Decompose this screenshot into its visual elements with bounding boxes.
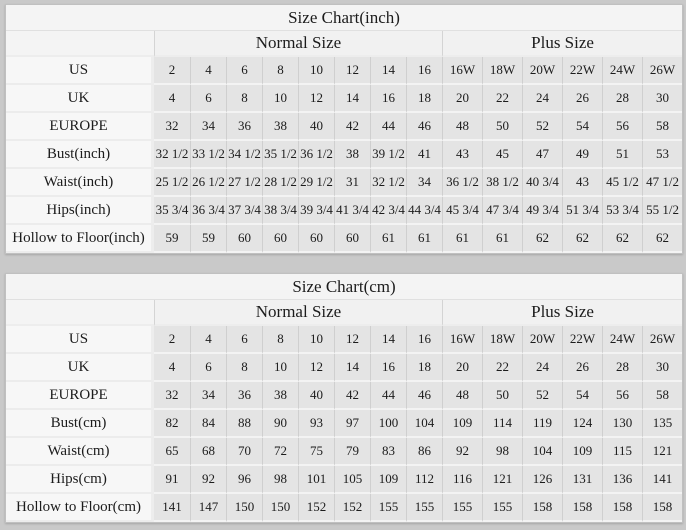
size-value-cell: 48 [442, 113, 482, 141]
size-value-cell: 52 [522, 113, 562, 141]
size-value-cell: 16W [442, 326, 482, 354]
size-value-cell: 42 [334, 113, 370, 141]
size-chart-cm-table [5, 273, 683, 523]
size-value-cell: 115 [602, 438, 642, 466]
table-row [6, 438, 682, 466]
size-value-cell: 46 [406, 382, 442, 410]
size-value-cell: 155 [370, 494, 406, 522]
size-value-cell: 45 [482, 141, 522, 169]
size-value-cell: 8 [226, 85, 262, 113]
size-value-cell: 34 [190, 113, 226, 141]
size-value-cell: 26 [562, 354, 602, 382]
size-value-cell: 91 [154, 466, 190, 494]
size-value-cell: 40 3/4 [522, 169, 562, 197]
row-label: US [6, 57, 154, 85]
size-value-cell: 98 [262, 466, 298, 494]
plus-size-header: Plus Size [442, 300, 682, 326]
size-value-cell: 28 [602, 354, 642, 382]
size-value-cell: 50 [482, 113, 522, 141]
size-value-cell: 8 [262, 326, 298, 354]
size-value-cell: 29 1/2 [298, 169, 334, 197]
size-value-cell: 52 [522, 382, 562, 410]
size-value-cell: 38 [262, 113, 298, 141]
size-value-cell: 62 [562, 225, 602, 253]
size-value-cell: 43 [562, 169, 602, 197]
size-value-cell: 72 [262, 438, 298, 466]
group-header-row [6, 31, 682, 57]
size-value-cell: 38 3/4 [262, 197, 298, 225]
size-value-cell: 147 [190, 494, 226, 522]
size-value-cell: 158 [602, 494, 642, 522]
size-value-cell: 38 [262, 382, 298, 410]
size-value-cell: 14 [334, 85, 370, 113]
size-value-cell: 45 3/4 [442, 197, 482, 225]
size-value-cell: 39 3/4 [298, 197, 334, 225]
size-value-cell: 46 [406, 113, 442, 141]
table-row [6, 410, 682, 438]
size-value-cell: 16 [406, 57, 442, 85]
size-value-cell: 47 [522, 141, 562, 169]
table-row [6, 197, 682, 225]
size-value-cell: 155 [482, 494, 522, 522]
table-row [6, 326, 682, 354]
table-row [6, 466, 682, 494]
size-value-cell: 158 [642, 494, 682, 522]
size-value-cell: 116 [442, 466, 482, 494]
size-value-cell: 62 [602, 225, 642, 253]
size-value-cell: 152 [298, 494, 334, 522]
size-value-cell: 32 1/2 [154, 141, 190, 169]
table-title: Size Chart(cm) [6, 274, 682, 300]
size-value-cell: 6 [226, 57, 262, 85]
row-label: Hips(inch) [6, 197, 154, 225]
size-value-cell: 26 1/2 [190, 169, 226, 197]
size-value-cell: 68 [190, 438, 226, 466]
size-value-cell: 36 1/2 [298, 141, 334, 169]
size-value-cell: 18W [482, 326, 522, 354]
size-value-cell: 6 [226, 326, 262, 354]
size-value-cell: 84 [190, 410, 226, 438]
size-value-cell: 32 [154, 382, 190, 410]
size-value-cell: 37 3/4 [226, 197, 262, 225]
size-value-cell: 158 [522, 494, 562, 522]
size-value-cell: 2 [154, 57, 190, 85]
row-label: Hollow to Floor(inch) [6, 225, 154, 253]
size-value-cell: 40 [298, 113, 334, 141]
size-value-cell: 98 [482, 438, 522, 466]
size-value-cell: 22 [482, 354, 522, 382]
size-value-cell: 22W [562, 326, 602, 354]
table-row [6, 113, 682, 141]
size-value-cell: 105 [334, 466, 370, 494]
size-value-cell: 59 [190, 225, 226, 253]
size-value-cell: 34 [190, 382, 226, 410]
size-value-cell: 10 [262, 85, 298, 113]
size-value-cell: 60 [298, 225, 334, 253]
size-value-cell: 155 [442, 494, 482, 522]
row-label: US [6, 326, 154, 354]
size-value-cell: 35 3/4 [154, 197, 190, 225]
size-value-cell: 47 1/2 [642, 169, 682, 197]
row-label: Waist(inch) [6, 169, 154, 197]
size-value-cell: 14 [370, 326, 406, 354]
size-value-cell: 56 [602, 382, 642, 410]
size-value-cell: 34 1/2 [226, 141, 262, 169]
size-value-cell: 82 [154, 410, 190, 438]
size-value-cell: 70 [226, 438, 262, 466]
size-value-cell: 16 [406, 326, 442, 354]
size-value-cell: 59 [154, 225, 190, 253]
size-value-cell: 109 [562, 438, 602, 466]
row-label: Hips(cm) [6, 466, 154, 494]
table-title: Size Chart(inch) [6, 5, 682, 31]
size-value-cell: 25 1/2 [154, 169, 190, 197]
size-value-cell: 86 [406, 438, 442, 466]
size-value-cell: 158 [562, 494, 602, 522]
size-value-cell: 58 [642, 382, 682, 410]
size-value-cell: 61 [406, 225, 442, 253]
row-label: Waist(cm) [6, 438, 154, 466]
size-value-cell: 150 [226, 494, 262, 522]
size-value-cell: 58 [642, 113, 682, 141]
size-value-cell: 18 [406, 354, 442, 382]
size-value-cell: 61 [442, 225, 482, 253]
size-value-cell: 42 [334, 382, 370, 410]
size-value-cell: 61 [482, 225, 522, 253]
size-value-cell: 36 3/4 [190, 197, 226, 225]
table-row [6, 354, 682, 382]
row-label: Bust(cm) [6, 410, 154, 438]
size-chart-inch-table [5, 4, 683, 254]
size-value-cell: 24 [522, 85, 562, 113]
size-value-cell: 28 [602, 85, 642, 113]
size-value-cell: 8 [226, 354, 262, 382]
table-row [6, 57, 682, 85]
table-row [6, 169, 682, 197]
size-value-cell: 92 [442, 438, 482, 466]
size-value-cell: 4 [190, 326, 226, 354]
size-value-cell: 65 [154, 438, 190, 466]
size-value-cell: 12 [334, 326, 370, 354]
size-value-cell: 44 [370, 382, 406, 410]
size-value-cell: 155 [406, 494, 442, 522]
row-label: UK [6, 354, 154, 382]
corner-cell [6, 300, 154, 326]
size-value-cell: 121 [642, 438, 682, 466]
size-value-cell: 24W [602, 326, 642, 354]
size-value-cell: 43 [442, 141, 482, 169]
size-value-cell: 36 1/2 [442, 169, 482, 197]
size-value-cell: 100 [370, 410, 406, 438]
size-value-cell: 61 [370, 225, 406, 253]
size-value-cell: 22W [562, 57, 602, 85]
size-value-cell: 141 [154, 494, 190, 522]
size-value-cell: 53 [642, 141, 682, 169]
size-value-cell: 22 [482, 85, 522, 113]
size-value-cell: 50 [482, 382, 522, 410]
size-value-cell: 88 [226, 410, 262, 438]
size-value-cell: 20W [522, 326, 562, 354]
size-value-cell: 31 [334, 169, 370, 197]
size-value-cell: 48 [442, 382, 482, 410]
size-value-cell: 42 3/4 [370, 197, 406, 225]
normal-size-header: Normal Size [154, 31, 442, 57]
size-value-cell: 33 1/2 [190, 141, 226, 169]
size-value-cell: 20 [442, 85, 482, 113]
size-value-cell: 90 [262, 410, 298, 438]
row-label: Bust(inch) [6, 141, 154, 169]
size-value-cell: 49 3/4 [522, 197, 562, 225]
size-value-cell: 141 [642, 466, 682, 494]
size-value-cell: 18W [482, 57, 522, 85]
size-value-cell: 20W [522, 57, 562, 85]
size-value-cell: 41 3/4 [334, 197, 370, 225]
size-value-cell: 60 [262, 225, 298, 253]
size-value-cell: 124 [562, 410, 602, 438]
size-value-cell: 24W [602, 57, 642, 85]
size-value-cell: 16 [370, 85, 406, 113]
size-value-cell: 4 [154, 85, 190, 113]
size-value-cell: 8 [262, 57, 298, 85]
size-value-cell: 36 [226, 382, 262, 410]
table-row [6, 141, 682, 169]
size-value-cell: 104 [406, 410, 442, 438]
size-value-cell: 16 [370, 354, 406, 382]
size-value-cell: 12 [298, 85, 334, 113]
size-value-cell: 39 1/2 [370, 141, 406, 169]
size-value-cell: 60 [334, 225, 370, 253]
size-value-cell: 83 [370, 438, 406, 466]
size-value-cell: 109 [370, 466, 406, 494]
size-value-cell: 92 [190, 466, 226, 494]
size-value-cell: 26 [562, 85, 602, 113]
size-value-cell: 152 [334, 494, 370, 522]
size-value-cell: 104 [522, 438, 562, 466]
table-row [6, 225, 682, 253]
size-value-cell: 101 [298, 466, 334, 494]
size-value-cell: 54 [562, 382, 602, 410]
size-value-cell: 10 [298, 326, 334, 354]
size-value-cell: 45 1/2 [602, 169, 642, 197]
size-value-cell: 30 [642, 354, 682, 382]
size-value-cell: 79 [334, 438, 370, 466]
size-value-cell: 131 [562, 466, 602, 494]
size-value-cell: 53 3/4 [602, 197, 642, 225]
row-label: UK [6, 85, 154, 113]
size-value-cell: 32 [154, 113, 190, 141]
size-value-cell: 112 [406, 466, 442, 494]
size-value-cell: 10 [298, 57, 334, 85]
title-row [6, 274, 682, 300]
size-value-cell: 51 [602, 141, 642, 169]
table-row [6, 85, 682, 113]
plus-size-header: Plus Size [442, 31, 682, 57]
size-value-cell: 41 [406, 141, 442, 169]
size-value-cell: 96 [226, 466, 262, 494]
size-value-cell: 47 3/4 [482, 197, 522, 225]
size-value-cell: 14 [370, 57, 406, 85]
title-row [6, 5, 682, 31]
table-row [6, 382, 682, 410]
size-value-cell: 55 1/2 [642, 197, 682, 225]
size-value-cell: 62 [642, 225, 682, 253]
size-value-cell: 135 [642, 410, 682, 438]
size-value-cell: 6 [190, 354, 226, 382]
size-value-cell: 150 [262, 494, 298, 522]
size-value-cell: 75 [298, 438, 334, 466]
size-value-cell: 24 [522, 354, 562, 382]
size-value-cell: 26W [642, 326, 682, 354]
size-value-cell: 97 [334, 410, 370, 438]
size-value-cell: 60 [226, 225, 262, 253]
size-value-cell: 16W [442, 57, 482, 85]
size-value-cell: 51 3/4 [562, 197, 602, 225]
size-value-cell: 56 [602, 113, 642, 141]
size-value-cell: 4 [190, 57, 226, 85]
size-value-cell: 28 1/2 [262, 169, 298, 197]
size-value-cell: 121 [482, 466, 522, 494]
size-value-cell: 12 [334, 57, 370, 85]
size-value-cell: 6 [190, 85, 226, 113]
group-header-row [6, 300, 682, 326]
size-value-cell: 36 [226, 113, 262, 141]
size-value-cell: 10 [262, 354, 298, 382]
size-value-cell: 27 1/2 [226, 169, 262, 197]
normal-size-header: Normal Size [154, 300, 442, 326]
size-value-cell: 12 [298, 354, 334, 382]
size-value-cell: 119 [522, 410, 562, 438]
row-label: EUROPE [6, 113, 154, 141]
size-value-cell: 54 [562, 113, 602, 141]
size-value-cell: 20 [442, 354, 482, 382]
size-value-cell: 26W [642, 57, 682, 85]
size-value-cell: 44 3/4 [406, 197, 442, 225]
size-value-cell: 136 [602, 466, 642, 494]
size-value-cell: 126 [522, 466, 562, 494]
size-value-cell: 32 1/2 [370, 169, 406, 197]
row-label: Hollow to Floor(cm) [6, 494, 154, 522]
size-value-cell: 30 [642, 85, 682, 113]
row-label: EUROPE [6, 382, 154, 410]
size-value-cell: 62 [522, 225, 562, 253]
size-value-cell: 49 [562, 141, 602, 169]
corner-cell [6, 31, 154, 57]
size-value-cell: 4 [154, 354, 190, 382]
size-value-cell: 44 [370, 113, 406, 141]
size-value-cell: 18 [406, 85, 442, 113]
size-value-cell: 2 [154, 326, 190, 354]
size-value-cell: 34 [406, 169, 442, 197]
table-row [6, 494, 682, 522]
size-value-cell: 40 [298, 382, 334, 410]
size-value-cell: 38 1/2 [482, 169, 522, 197]
size-value-cell: 38 [334, 141, 370, 169]
size-value-cell: 35 1/2 [262, 141, 298, 169]
size-value-cell: 114 [482, 410, 522, 438]
size-value-cell: 130 [602, 410, 642, 438]
size-value-cell: 93 [298, 410, 334, 438]
size-value-cell: 14 [334, 354, 370, 382]
size-value-cell: 109 [442, 410, 482, 438]
